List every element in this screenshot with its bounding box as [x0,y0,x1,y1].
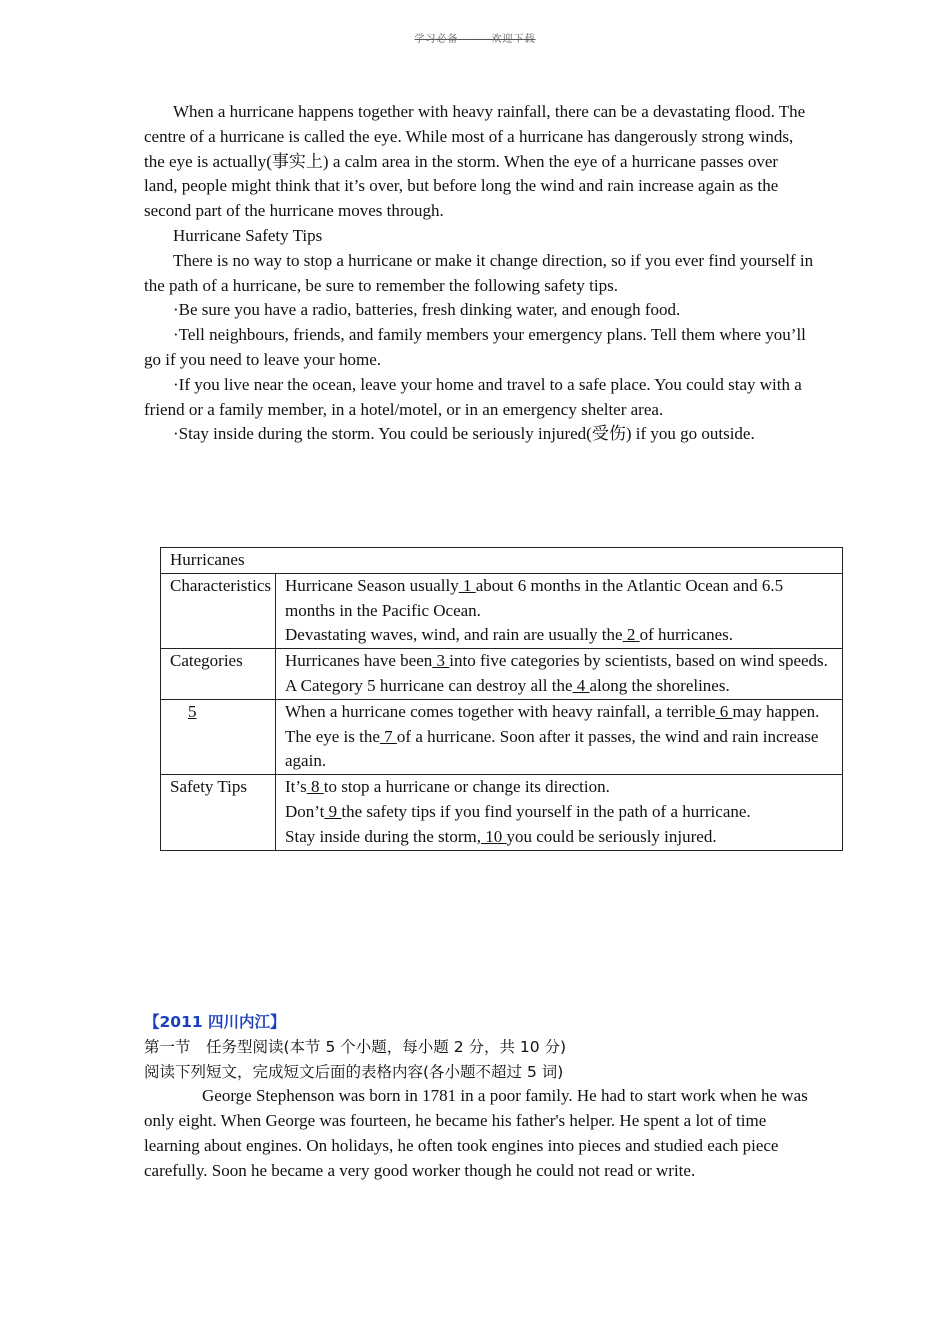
table-row [161,649,843,700]
line-text: Hurricane Season usually [285,575,459,595]
row-label: Characteristics [161,573,276,648]
line-text: into five categories by scientists, based on wind speeds. [449,651,828,671]
table-row [161,699,843,774]
blank-10: 10 [480,826,507,846]
table-row [161,775,843,850]
row-label: Categories [161,649,276,700]
row-label [161,699,276,774]
line-text: to stop a hurricane or change its direction. [323,777,610,797]
tip-item: ·If you live near the ocean, leave your home and travel to a safe place. You could stay with a friend or a family member, in a hotel/motel, or in an emergency shelter area. [144,374,802,419]
blank-6: 6 [715,701,733,721]
row-label: Safety Tips [161,775,276,850]
page-header: 学习必备———欢迎下载 [414,34,536,45]
summary-table [160,547,843,851]
line-text: Don’t [285,801,325,821]
line-text: you could be seriously injured. [506,826,717,846]
line-text: of a hurricane. Soon after it passes, the wind and rain increase again. [285,726,819,771]
line-text: may happen. [732,701,820,721]
blank-7: 7 [379,726,397,746]
blank-1: 1 [458,575,476,595]
line-text: The eye is the [285,726,380,746]
tip-item: ·Stay inside during the storm. You could be seriously injured(受伤) if you go outside. [173,424,755,444]
paragraph: There is no way to stop a hurricane or make it change direction, so if you ever find yourself in the path of a hurricane, be sure to remember the following safety tips. [144,250,814,295]
line-text: Hurricanes have been [285,651,433,671]
line-text: along the shorelines. [589,675,730,695]
row-content [276,699,843,774]
blank-3: 3 [432,651,450,671]
passage-hurricanes [144,100,814,447]
subheading-safety-tips: Hurricane Safety Tips [173,225,323,245]
blank-8: 8 [306,777,324,797]
paragraph: When a hurricane happens together with heavy rainfall, there can be a devastating flood. The centre of a hurricane is called the eye. While most of a hurricane has dangerously strong winds, the eye is actually(事实上) a calm area in the storm. When the eye of a hurricane passes over land, people might think that it’s over, but before long the wind and rain increase again as the second part of the hurricane moves through. [144,102,806,221]
blank-5: 5 [188,701,197,721]
line-text: It’s [285,777,307,797]
section-2011-neijiang [144,1010,824,1184]
line-text: the safety tips if you find yourself in the path of a hurricane. [341,801,751,821]
section-heading: 第一节 任务型阅读(本节 5 个小题，每小题 2 分，共 10 分) [144,1037,567,1056]
blank-4: 4 [572,675,590,695]
blank-9: 9 [324,801,342,821]
line-text: Devastating waves, wind, and rain are usually the [285,625,623,645]
source-label: 【2011 四川内江】 [144,1013,286,1031]
line-text: about 6 months in the Atlantic Ocean and 6.5 months in the Pacific Ocean. [285,575,784,620]
row-content [276,649,843,700]
tip-item: ·Tell neighbours, friends, and family members your emergency plans. Tell them where you’ll go if you need to leave your home. [144,325,806,369]
tip-item: ·Be sure you have a radio, batteries, fresh dinking water, and enough food. [173,300,681,320]
table-title: Hurricanes [161,548,843,574]
blank-2: 2 [622,625,640,645]
row-content [276,573,843,648]
row-content [276,775,843,850]
line-text: When a hurricane comes together with heavy rainfall, a terrible [285,701,716,721]
line-text: of hurricanes. [639,625,734,645]
line-text: Stay inside during the storm, [285,826,481,846]
table-row [161,573,843,648]
line-text: A Category 5 hurricane can destroy all the [285,675,573,695]
instruction: 阅读下列短文，完成短文后面的表格内容(各小题不超过 5 词) [144,1062,564,1081]
paragraph: George Stephenson was born in 1781 in a poor family. He had to start work when he was only eight. When George was fourteen, he became his father's helper. He spent a lot of time learning about engines. On holidays, he often took engines into pieces and studied each piece carefully. Soon he became a very good worker though he could not read or write. [144,1086,808,1180]
